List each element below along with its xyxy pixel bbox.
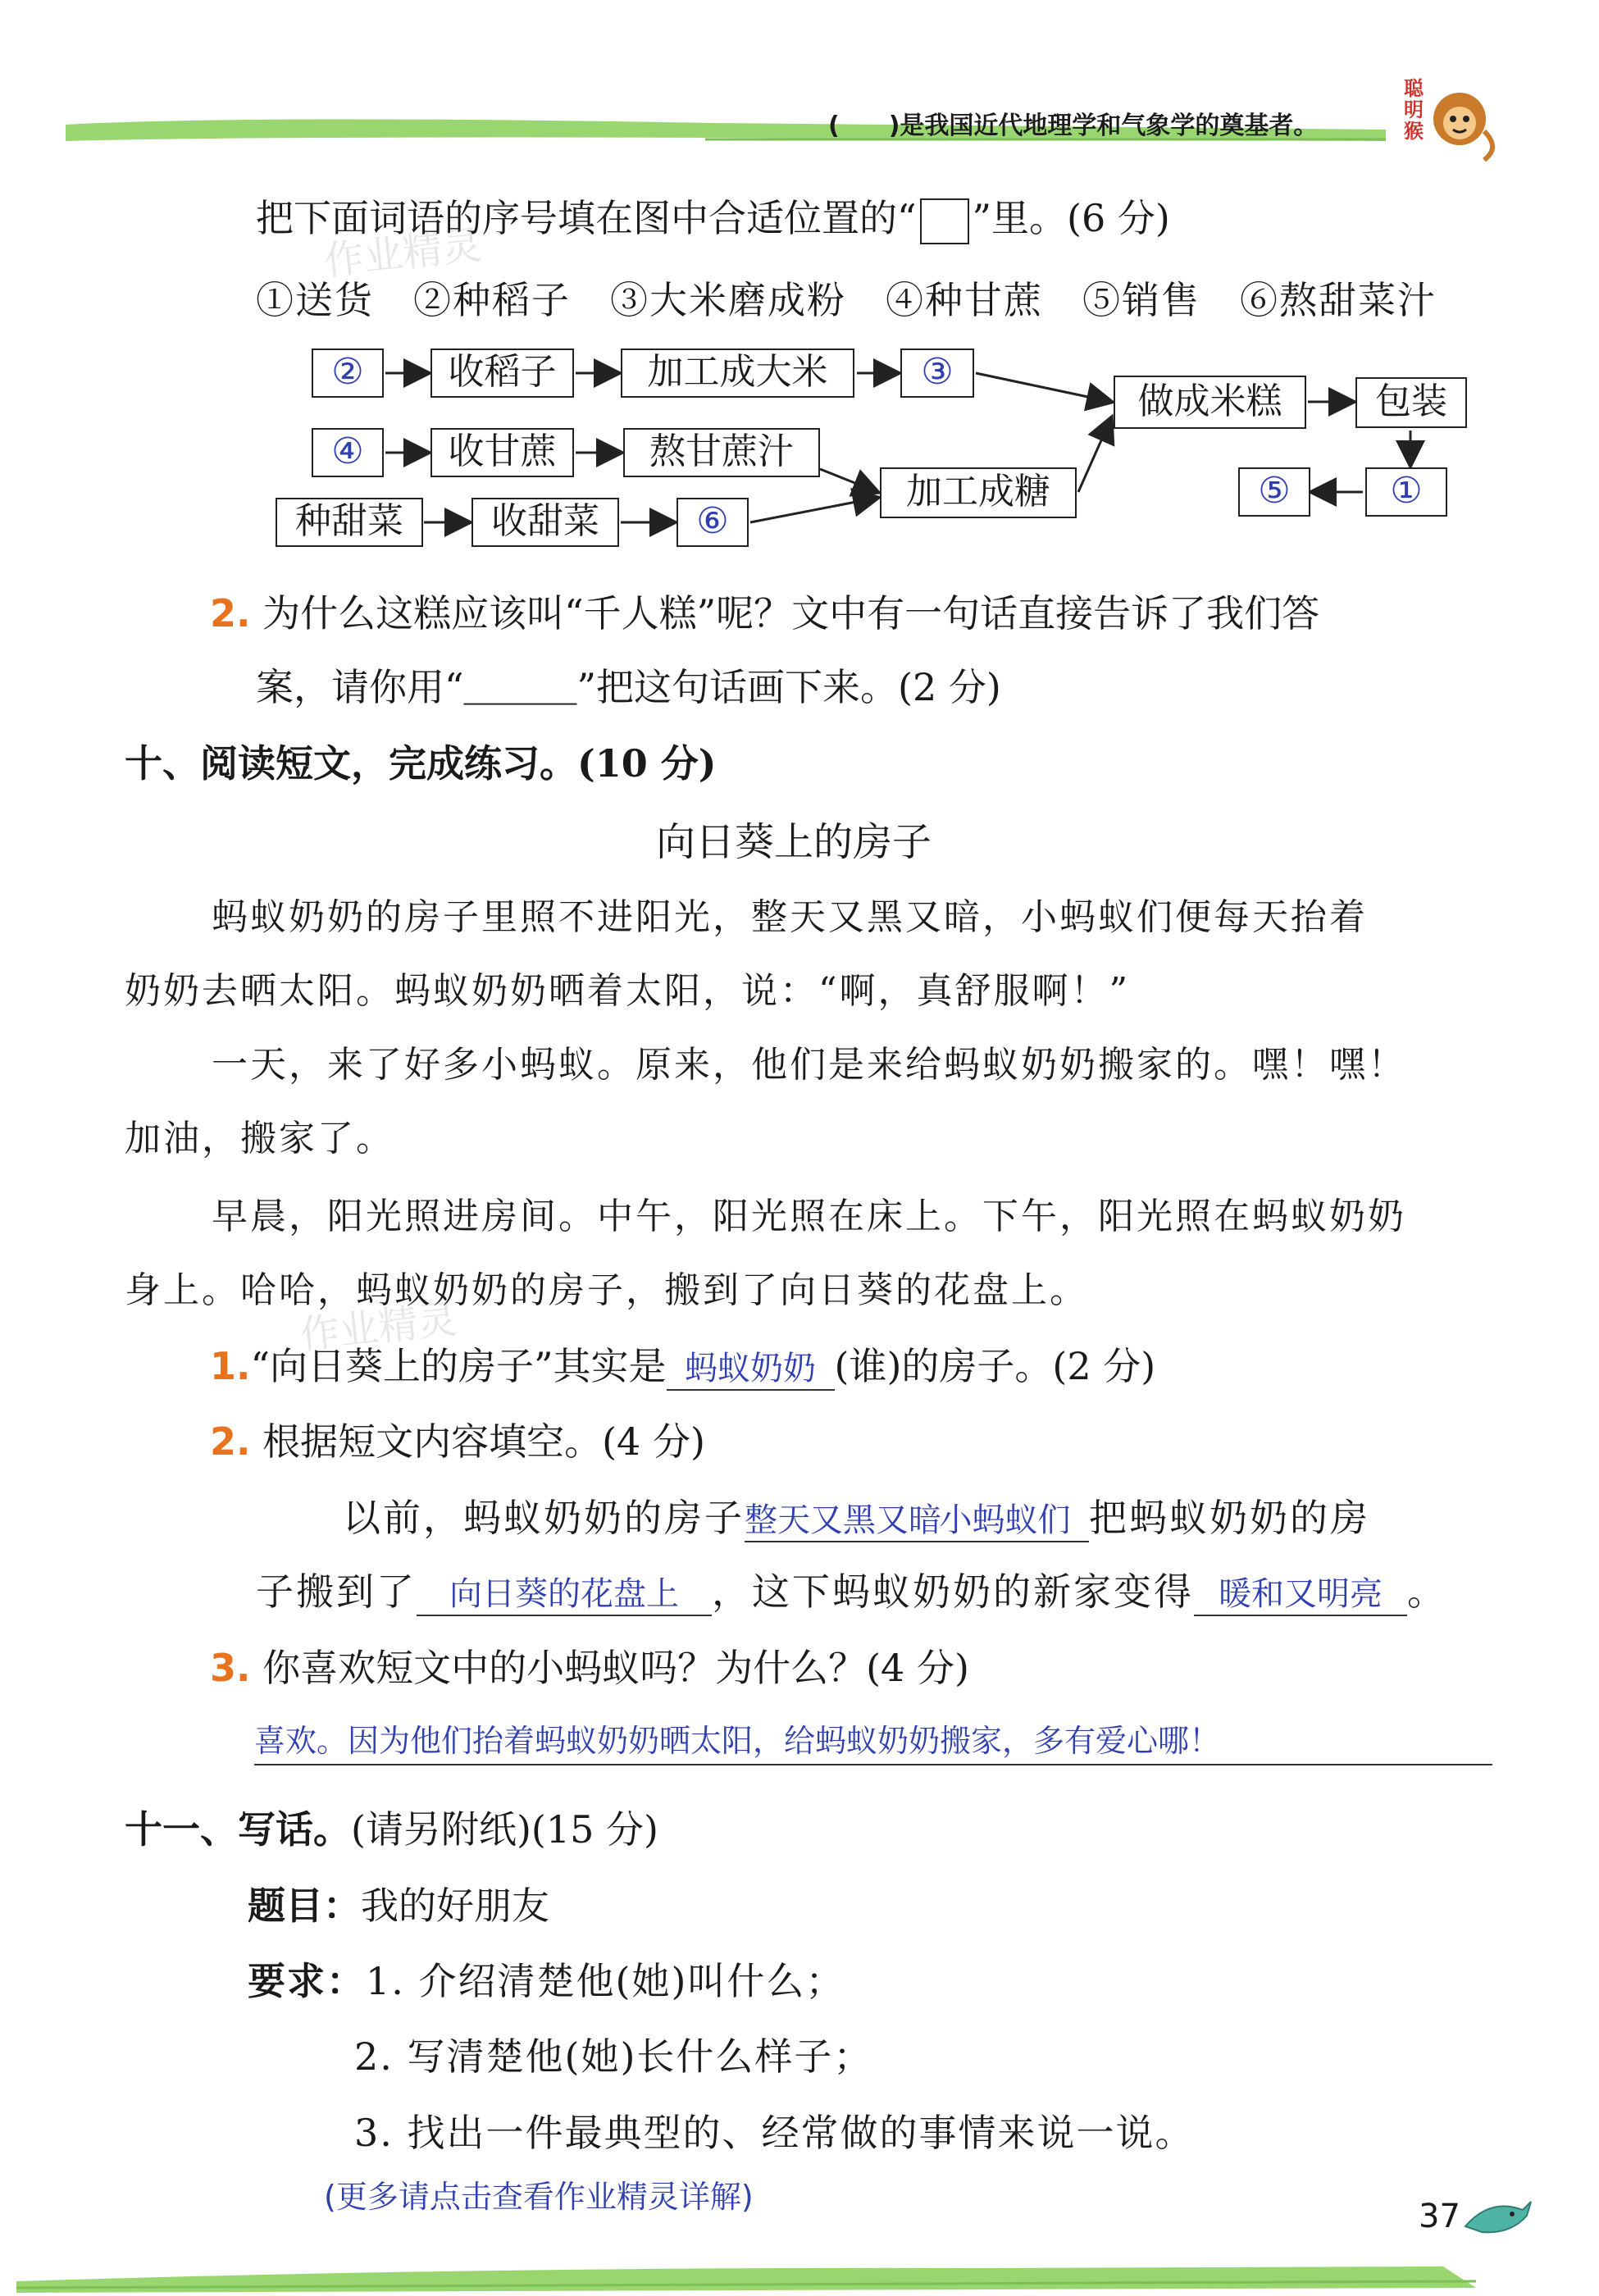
flow-box-1: ① [1365, 467, 1447, 517]
writing-requirements-3: 3. 找出一件最典型的、经常做的事情来说一说。 [354, 2111, 1195, 2155]
q2-line1: 2. 为什么这糕应该叫“千人糕”呢？文中有一句话直接告诉了我们答 [210, 591, 1320, 636]
story-p3a: 早晨，阳光照进房间。中午，阳光照在床上。下午，阳光照在蚂蚁奶奶 [212, 1196, 1406, 1237]
q2-line2: 案，请你用“＿＿＿”把这句话画下来。(2 分) [256, 665, 1001, 709]
story-p3b: 身上。哈哈，蚂蚁奶奶的房子，搬到了向日葵的花盘上。 [125, 1269, 1088, 1311]
footer-green-band [0, 2214, 1599, 2296]
s10-q3: 3. 你喜欢短文中的小蚂蚁吗？为什么？(4 分) [210, 1646, 969, 1690]
watermark-middle: 作业精灵 [298, 1296, 459, 1359]
flow-arrows [0, 0, 1599, 656]
s10-q3-answer: 喜欢。因为他们抬着蚂蚁奶奶晒太阳，给蚂蚁奶奶搬家，多有爱心哪！ [254, 1723, 1221, 1759]
q1-instruction: 把下面词语的序号填在图中合适位置的“ ”里。(6 分) [256, 189, 1170, 244]
s10-q2: 2. 根据短文内容填空。(4 分) [210, 1419, 705, 1464]
writing-requirements-2: 2. 写清楚他(她)长什么样子； [354, 2034, 873, 2079]
flow-box-6: ⑥ [676, 498, 749, 547]
story-p1b: 奶奶去晒太阳。蚂蚁奶奶晒着太阳，说：“啊，真舒服啊！” [125, 970, 1130, 1012]
section-11-title: 十一、写话。(请另附纸)(15 分) [125, 1807, 658, 1852]
s10-q2-line2: 子搬到了 向日葵的花盘上 ，这下蚂蚁奶奶的新家变得 暖和又明亮 。 [256, 1562, 1447, 1616]
flow-box-make-rice: 加工成大米 [621, 348, 854, 398]
writing-topic: 题目：我的好朋友 [248, 1884, 549, 1928]
mascot-label: 聪明猴 [1404, 77, 1424, 143]
answer-blank-3[interactable]: 向日葵的花盘上 [417, 1568, 712, 1616]
s10-q2-line1: 以前，蚂蚁奶奶的房子整天又黑又暗小蚂蚁们 把蚂蚁奶奶的房 [343, 1488, 1370, 1542]
answer-blank-2[interactable]: 小蚂蚁们 [921, 1494, 1089, 1542]
s10-q1: 1.“向日葵上的房子”其实是 蚂蚁奶奶 (谁)的房子。(2 分) [210, 1337, 1155, 1391]
writing-requirements-1: 要求：1. 介绍清楚他(她)叫什么； [248, 1959, 845, 2003]
flow-box-make-cake: 做成米糕 [1114, 376, 1306, 429]
flow-box-5: ⑤ [1238, 467, 1310, 517]
story-p2a: 一天，来了好多小蚂蚁。原来，他们是来给蚂蚁奶奶搬家的。嘿！嘿！ [212, 1044, 1406, 1086]
flow-box-2: ② [312, 348, 384, 398]
more-details-link[interactable]: (更多请点击查看作业精灵详解) [324, 2179, 754, 2215]
dolphin-icon [1461, 2189, 1535, 2247]
watermark-top: 作业精灵 [322, 222, 484, 285]
flow-box-plant-beet: 种甜菜 [276, 498, 423, 547]
flow-box-package: 包装 [1355, 377, 1467, 428]
section-10-title: 十、阅读短文，完成练习。(10 分) [125, 741, 717, 786]
flow-box-harvest-rice: 收稻子 [430, 348, 574, 398]
flow-box-make-sugar: 加工成糖 [880, 467, 1077, 518]
answer-whose-house[interactable]: 蚂蚁奶奶 [667, 1342, 835, 1391]
flow-box-boil-cane: 熬甘蔗汁 [623, 428, 820, 477]
answer-blank-4[interactable]: 暖和又明亮 [1194, 1568, 1407, 1616]
story-p1a: 蚂蚁奶奶的房子里照不进阳光，整天又黑又暗，小蚂蚁们便每天抬着 [212, 896, 1368, 938]
s10-q3-answer-line[interactable] [254, 1715, 1492, 1765]
story-title: 向日葵上的房子 [656, 819, 932, 865]
page-number: 37 [1419, 2198, 1460, 2235]
q1-options: ①送货 ②种稻子 ③大米磨成粉 ④种甘蔗 ⑤销售 ⑥熬甜菜汁 [256, 278, 1437, 322]
header-text: ( )是我国近代地理学和气象学的奠基者。 [828, 112, 1319, 140]
flow-box-harvest-cane: 收甘蔗 [430, 428, 574, 477]
q2-number: 2. [210, 591, 251, 636]
flow-box-3: ③ [900, 348, 974, 398]
flow-box-harvest-beet: 收甜菜 [472, 498, 619, 547]
story-p2b: 加油，搬家了。 [125, 1118, 394, 1159]
flow-box-4: ④ [312, 428, 384, 477]
answer-blank-1[interactable]: 整天又黑又暗 [745, 1494, 921, 1542]
